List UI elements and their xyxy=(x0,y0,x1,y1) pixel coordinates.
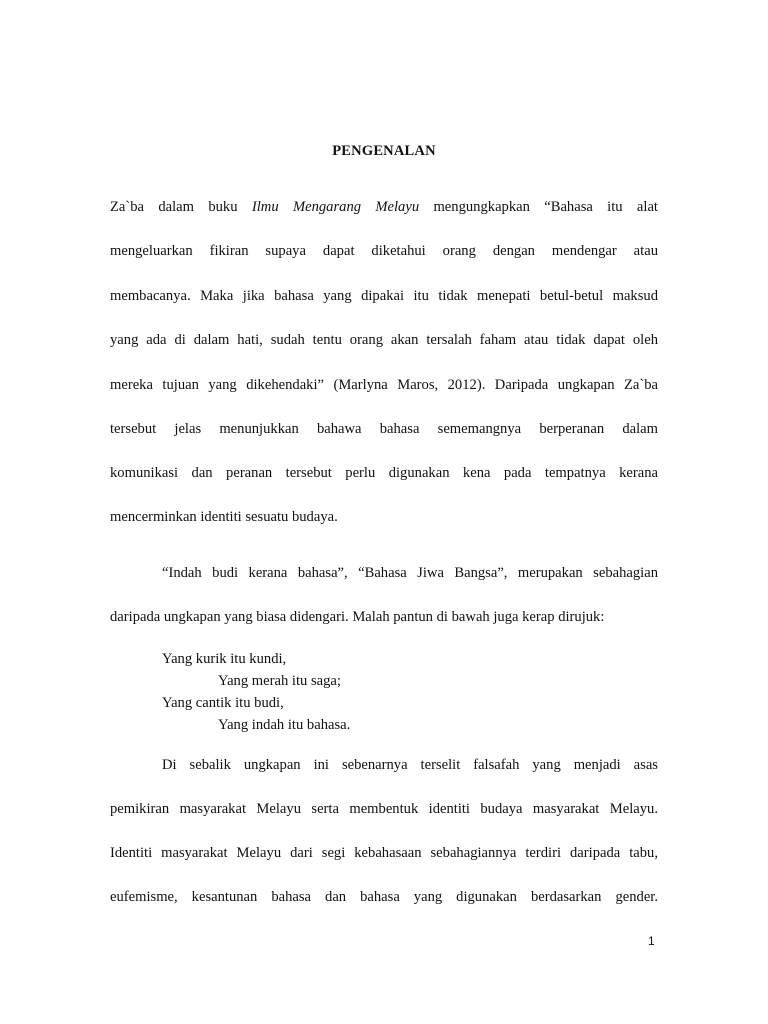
paragraph-3-line-1: Di sebalik ungkapan ini sebenarnya terselit falsafah yang menjadi asas xyxy=(162,757,658,773)
paragraph-3-line-3: Identiti masyarakat Melayu dari segi kebahasaan sebahagiannya terdiri daripada tabu, xyxy=(110,845,658,861)
paragraph-1-line-1 xyxy=(110,198,658,216)
book-title: Ilmu Mengarang Melayu xyxy=(251,199,420,215)
paragraph-3-line-4: eufemisme, kesantunan bahasa dan bahasa yang digunakan berdasarkan gender. xyxy=(110,889,658,905)
paragraph-2-line-2: daripada ungkapan yang biasa didengari. Malah pantun di bawah juga kerap dirujuk: xyxy=(110,609,605,625)
paragraph-1-line-3: membacanya. Maka jika bahasa yang dipakai itu tidak menepati betul-betul maksud xyxy=(110,288,658,304)
pantun-line-1: Yang kurik itu kundi, xyxy=(162,651,287,667)
paragraph-1-line-2: mengeluarkan fikiran supaya dapat diketahui orang dengan mendengar atau xyxy=(110,243,658,259)
pantun-line-2: Yang merah itu saga; xyxy=(218,673,341,689)
line-text-before: Za`ba dalam buku xyxy=(110,199,252,215)
paragraph-1-line-6: tersebut jelas menunjukkan bahawa bahasa sememangnya berperanan dalam xyxy=(110,421,658,437)
pantun-line-4: Yang indah itu bahasa. xyxy=(218,717,351,733)
section-title: PENGENALAN xyxy=(332,143,436,159)
paragraph-1-line-4: yang ada di dalam hati, sudah tentu orang akan tersalah faham atau tidak dapat oleh xyxy=(110,332,658,348)
paragraph-3-line-2: pemikiran masyarakat Melayu serta membentuk identiti budaya masyarakat Melayu. xyxy=(110,801,658,817)
paragraph-1-line-7: komunikasi dan peranan tersebut perlu digunakan kena pada tempatnya kerana xyxy=(110,465,658,481)
line-text-after: mengungkapkan “Bahasa itu alat xyxy=(419,199,658,215)
pantun-line-3: Yang cantik itu budi, xyxy=(162,695,284,711)
paragraph-2-line-1: “Indah budi kerana bahasa”, “Bahasa Jiwa Bangsa”, merupakan sebahagian xyxy=(162,565,658,581)
paragraph-1-line-5: mereka tujuan yang dikehendaki” (Marlyna Maros, 2012). Daripada ungkapan Za`ba xyxy=(110,377,658,393)
paragraph-1-line-8: mencerminkan identiti sesuatu budaya. xyxy=(110,509,338,525)
page-number: 1 xyxy=(648,934,655,948)
